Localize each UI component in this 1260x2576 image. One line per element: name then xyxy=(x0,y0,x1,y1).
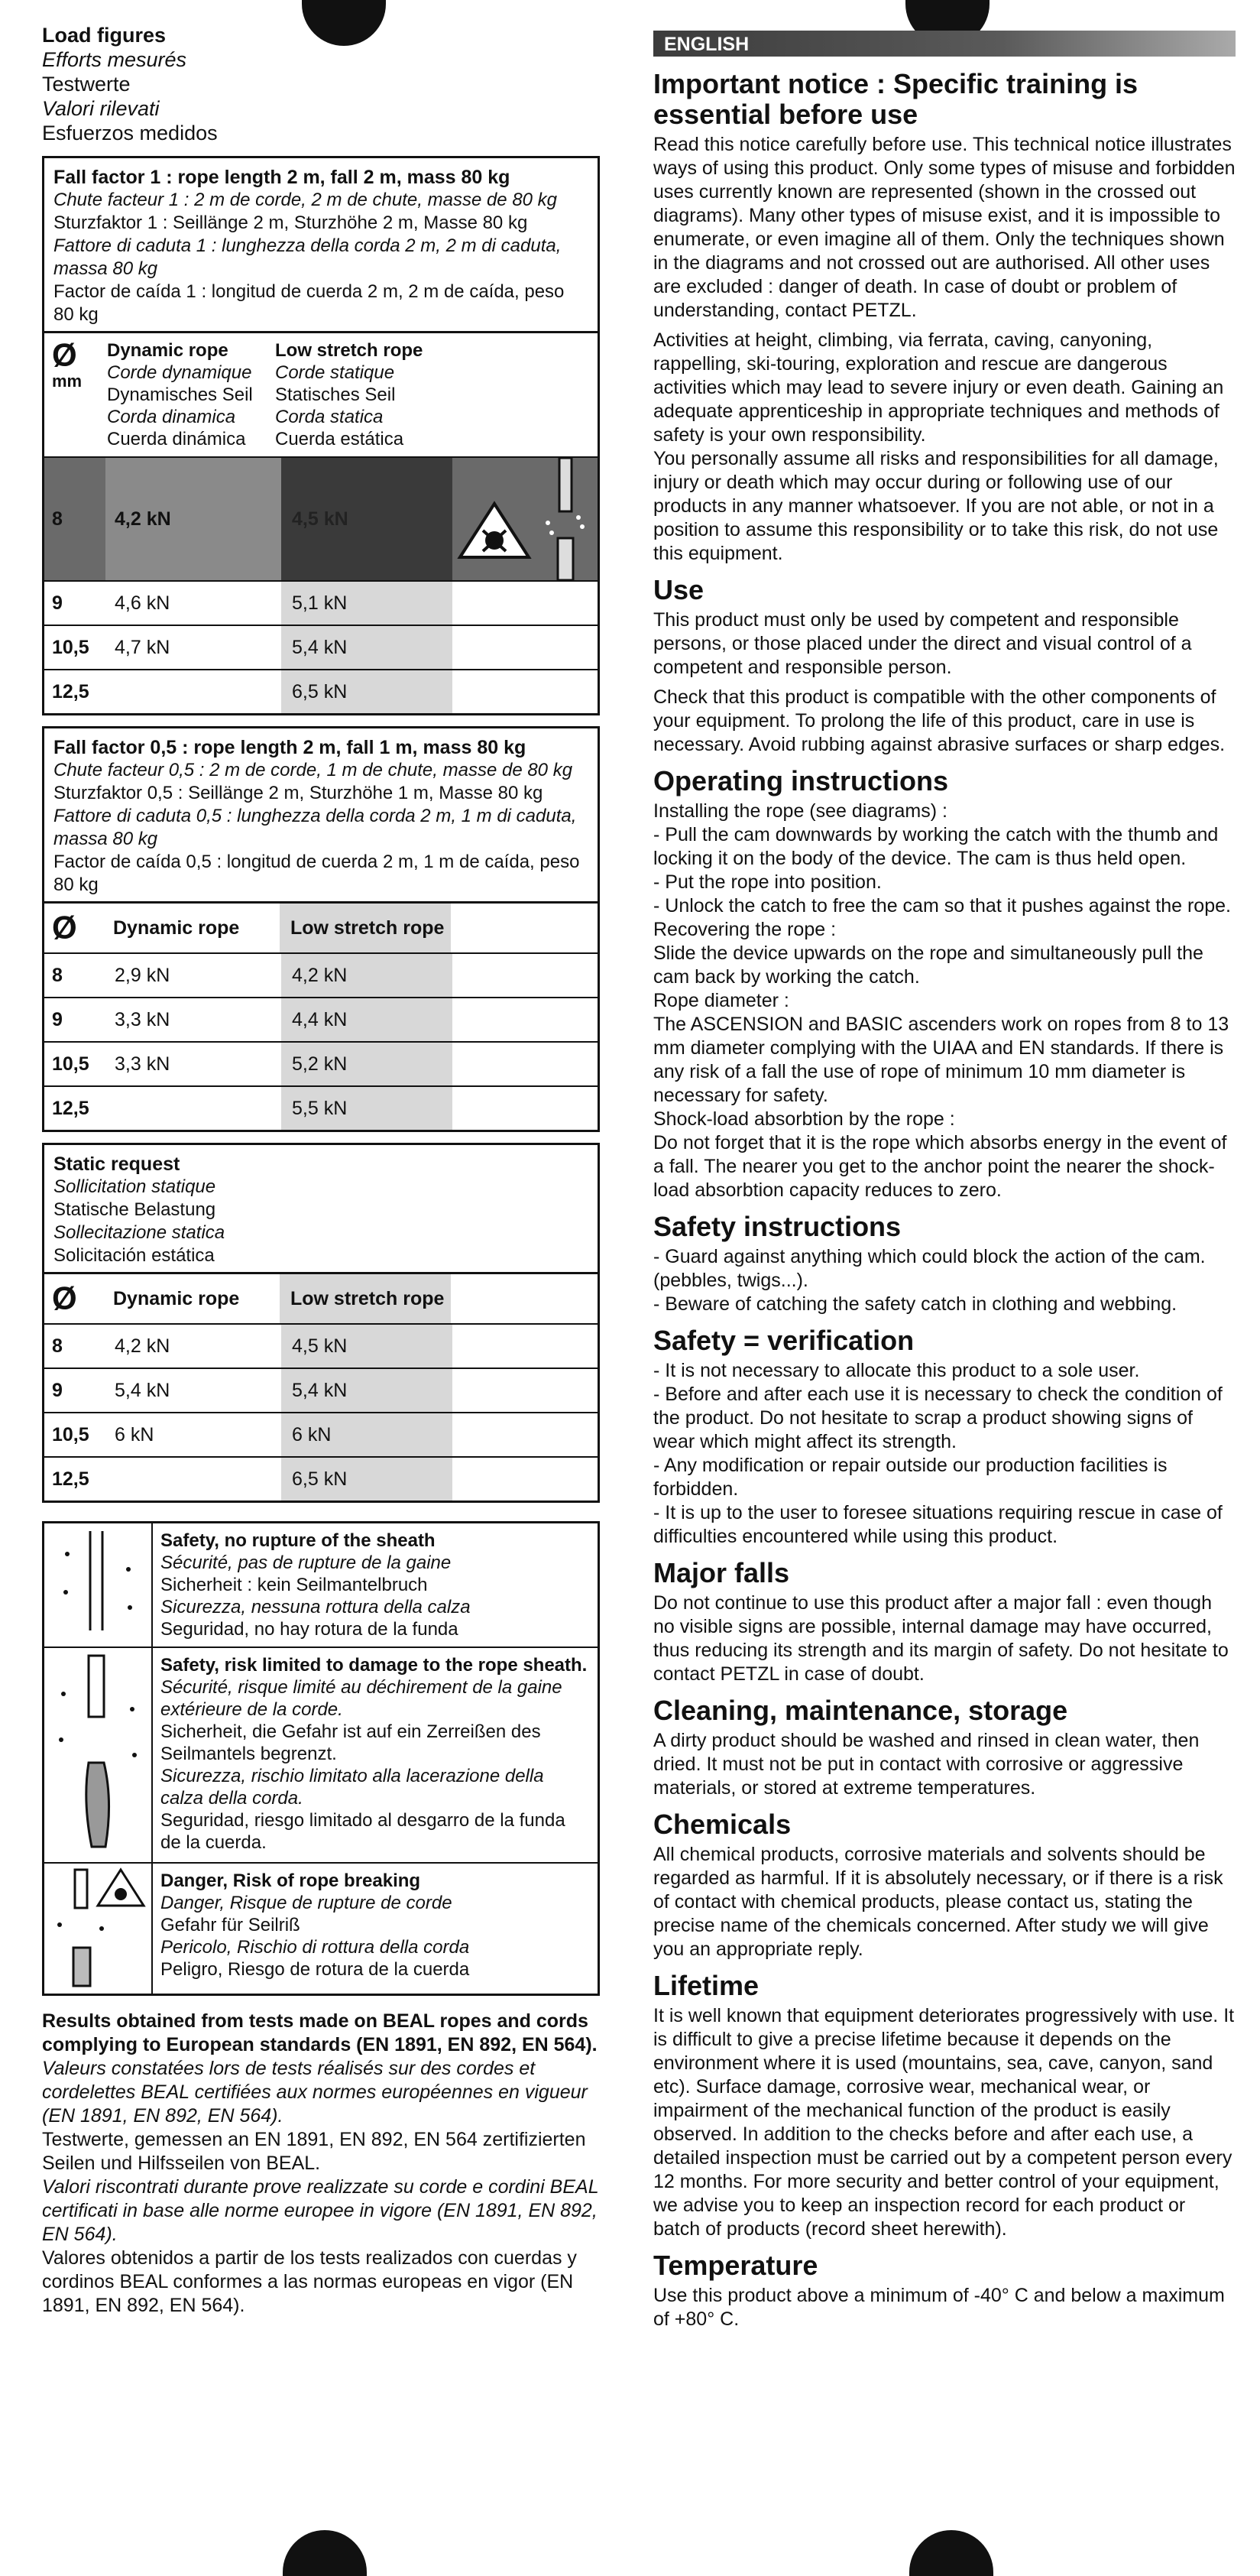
dynamic-value: 3,3 kN xyxy=(115,1053,170,1075)
dynamic-value: 4,7 kN xyxy=(115,636,170,658)
rope-sheath-damage-icon-cont xyxy=(452,670,598,713)
diameter-cell: 12,5 xyxy=(52,680,89,702)
intact-rope-icon xyxy=(44,1523,153,1646)
legend-row-sheath xyxy=(44,1646,598,1862)
dynamic-fr: Corde dynamique xyxy=(107,362,252,383)
safety-paragraph: - Guard against anything which could block the action of the cam. (pebbles, twigs...). xyxy=(653,1246,1206,1291)
fall-factor-1-header xyxy=(44,158,598,331)
notice-paragraph: Read this notice carefully before use. This technical notice illustrates ways of using this product. Only some types of misuse and forbidden uses currently known are represented (shown in the crossed out diagrams). Many other types of misuse exist, and it is impossible to enumerate, or even imagine all of them. Only the techniques shown in the diagrams and not crossed out are authorised. All other uses are excluded : danger of death. In case of doubt or problem of understanding, contact PETZL. xyxy=(653,134,1236,321)
dynamic-value: 3,3 kN xyxy=(115,1008,170,1030)
notice-paragraph: Activities at height, climbing, via ferrata, caving, canyoning, rappelling, ski-touring, exploration and rescue are dangerous activities which may lead to severe injury or even death. Gaining an adequate apprenticeship in appropriate techniques and methods of safety is your own responsibility. xyxy=(653,329,1224,446)
legend-de: Gefahr für Seilriß xyxy=(160,1915,300,1935)
operating-paragraph: - Put the rope into position. xyxy=(653,871,882,893)
legend-title: Safety, risk limited to damage to the rope sheath. xyxy=(160,1655,588,1676)
operating-paragraph: Do not forget that it is the rope which absorbs energy in the event of a fall. The nearer you get to the anchor point the nearer the shock-load absorbtion capacity reduces to zero. xyxy=(653,1132,1227,1201)
falls-title: Major falls xyxy=(653,1557,790,1588)
operating-paragraph: - Pull the cam downwards by working the catch with the thumb and locking it on the body of the device. The cam is thus held open. xyxy=(653,824,1219,869)
cleaning-title: Cleaning, maintenance, storage xyxy=(653,1695,1068,1726)
diameter-cell: 9 xyxy=(52,1379,63,1401)
fall-factor-05-column-header xyxy=(44,901,598,952)
static-value: 6 kN xyxy=(281,1413,452,1456)
notice-paragraph: You personally assume all risks and responsibilities for all damage, injury or death which may occur during or following use of our products in any manner whatsoever. If you are not able, or not in a position to assume this responsibility or to take this risk, do not use this equipment. xyxy=(653,448,1219,564)
operating-paragraph: Shock-load absorbtion by the rope : xyxy=(653,1108,955,1130)
rope-sheath-damage-icon-cont xyxy=(452,1413,598,1456)
load-figures-de: Testwerte xyxy=(42,73,131,96)
safe-rope-icon-cont xyxy=(452,998,598,1041)
legend-de: Sicherheit : kein Seilmantelbruch xyxy=(160,1575,428,1595)
use-paragraph: This product must only be used by competent and responsible persons, or those placed under the direct and visual control of a competent and responsible person. xyxy=(653,609,1192,678)
rope-sheath-damage-icon xyxy=(452,1325,598,1367)
results-it: Valori riscontrati durante prove realizzate su corde e cordini BEAL certificati in base alle norme europee in vigore (EN 1891, EN 892, EN 564). xyxy=(42,2176,599,2245)
fall-factor-05-de: Sturzfaktor 0,5 : Seillänge 2 m, Sturzhöhe 1 m, Masse 80 kg xyxy=(53,783,543,803)
safety-title: Safety instructions xyxy=(653,1211,902,1242)
operating-paragraph: Installing the rope (see diagrams) : xyxy=(653,800,947,822)
static-value: 5,1 kN xyxy=(281,582,452,625)
operating-paragraph: - Unlock the catch to free the cam so that it pushes against the rope. xyxy=(653,895,1231,917)
static-fr: Corde statique xyxy=(275,362,395,383)
notice-title: Important notice : Specific training is essential before use xyxy=(653,68,1139,130)
dynamic-es: Cuerda dinámica xyxy=(107,429,246,449)
diameter-cell: 8 xyxy=(52,1335,63,1357)
sheath-damage-icon xyxy=(44,1648,153,1862)
dynamic-de: Dynamisches Seil xyxy=(107,384,253,405)
static-value: 6,5 kN xyxy=(281,670,452,713)
static-request-column-header xyxy=(44,1272,598,1323)
static-value: 4,2 kN xyxy=(281,954,452,997)
static-request-it: Sollecitazione statica xyxy=(53,1222,225,1243)
static-value: 4,5 kN xyxy=(281,1325,452,1367)
chemicals-paragraph: All chemical products, corrosive materials and solvents should be regarded as harmful. If it is absolutely necessary, or if there is a risk of contact with chemical products, please contact us, stating the precise name of the chemicals concerned. After study we will give you an appropriate reply. xyxy=(653,1844,1223,1960)
table-row xyxy=(44,952,598,997)
dynamic-value xyxy=(105,1458,281,1501)
fall-factor-1-de: Sturzfaktor 1 : Seillänge 2 m, Sturzhöhe 2 m, Masse 80 kg xyxy=(53,213,528,233)
static-value: 4,4 kN xyxy=(281,998,452,1041)
legend-title: Safety, no rupture of the sheath xyxy=(160,1530,436,1551)
danger-warning-icon xyxy=(452,458,598,580)
dynamic-value: 4,2 kN xyxy=(115,1335,170,1357)
fall-factor-1-fr: Chute facteur 1 : 2 m de corde, 2 m de chute, masse de 80 kg xyxy=(53,190,558,210)
dynamic-it: Corda dinamica xyxy=(107,407,236,427)
dynamic-value xyxy=(105,1087,281,1130)
diameter-symbol: Ø xyxy=(52,910,77,946)
verification-paragraph: - Before and after each use it is necessary to check the condition of the product. Do not hesitate to scrap a product showing signs of wear which might affect its strength. xyxy=(653,1384,1223,1452)
diameter-cell: 9 xyxy=(52,592,63,614)
legend-fr: Sécurité, risque limité au déchirement de la gaine extérieure de la corde. xyxy=(160,1677,562,1720)
lifetime-paragraph: It is well known that equipment deteriorates progressively with use. It is difficult to give a precise lifetime because it depends on the environment where it is used (mountains, sea, cave, canyon, sand etc). Surface damage, corrosive wear, mechanical wear, or impairment of the mechanical function of the product is easily observed. In addition to the checks before and after each use, a detailed inspection must be carried out by a competent person every 12 months. For more security and better control of your equipment, we advise you to keep an inspection record for each product or batch of products (record sheet herewith). xyxy=(653,2005,1235,2240)
diameter-cell: 10,5 xyxy=(52,1423,89,1445)
table-row xyxy=(44,580,598,625)
fall-factor-1-table xyxy=(42,156,600,715)
static-rope-header: Low stretch rope xyxy=(280,904,451,952)
legend-row-danger xyxy=(44,1862,598,1994)
static-it: Corda statica xyxy=(275,407,384,427)
diameter-cell: 8 xyxy=(52,508,63,530)
table-row xyxy=(44,669,598,713)
fall-factor-05-title: Fall factor 0,5 : rope length 2 m, fall 1 m, mass 80 kg xyxy=(53,737,526,758)
legend-table xyxy=(42,1521,600,1996)
legend-title: Danger, Risk of rope breaking xyxy=(160,1870,421,1891)
rope-break-icon xyxy=(44,1864,153,1994)
results-title: Results obtained from tests made on BEAL ropes and cords complying to European standards (EN 1891, EN 892, EN 564). xyxy=(42,2010,598,2055)
rope-sheath-damage-icon-cont xyxy=(452,1458,598,1501)
static-en: Low stretch rope xyxy=(275,340,423,361)
right-column xyxy=(653,31,1236,2331)
falls-paragraph: Do not continue to use this product after a major fall : even though no visible signs are possible, internal damage may have occurred, thus reducing its strength and its margin of safety. Do not hesitate to contact PETZL in case of doubt. xyxy=(653,1592,1229,1685)
dynamic-value xyxy=(105,670,281,713)
load-figures xyxy=(42,23,600,145)
punch-hole-bottom-right xyxy=(909,2530,993,2576)
temperature-paragraph: Use this product above a minimum of -40° C and below a maximum of +80° C. xyxy=(653,2285,1225,2330)
diameter-cell: 10,5 xyxy=(52,1053,89,1075)
results-es: Valores obtenidos a partir de los tests realizados con cuerdas y cordinos BEAL conformes a las normas europeas en vigor (EN 1891, EN 892, EN 564). xyxy=(42,2247,577,2316)
legend-de: Sicherheit, die Gefahr ist auf ein Zerreißen des Seilmantels begrenzt. xyxy=(160,1721,541,1764)
diameter-cell: 10,5 xyxy=(52,636,89,658)
cleaning-paragraph: A dirty product should be washed and rinsed in clean water, then dried. It must not be put in contact with corrosive or aggressive materials, or stored at extreme temperatures. xyxy=(653,1730,1200,1799)
safety-paragraph: - Beware of catching the safety catch in clothing and webbing. xyxy=(653,1293,1177,1315)
dynamic-rope-header: Dynamic rope xyxy=(113,917,240,939)
verification-title: Safety = verification xyxy=(653,1325,915,1356)
fall-factor-1-title: Fall factor 1 : rope length 2 m, fall 2 m, mass 80 kg xyxy=(53,167,510,188)
legend-it: Pericolo, Rischio di rottura della corda xyxy=(160,1937,470,1958)
diameter-cell: 8 xyxy=(52,964,63,986)
rope-sheath-damage-icon xyxy=(452,582,598,625)
dynamic-value: 6 kN xyxy=(115,1423,154,1445)
verification-paragraph: - It is up to the user to foresee situations requiring rescue in case of difficulties encountered while using this product. xyxy=(653,1502,1223,1547)
legend-it: Sicurezza, rischio limitato alla lacerazione della calza della corda. xyxy=(160,1766,544,1809)
legend-text-danger xyxy=(153,1864,477,1994)
diameter-symbol: Ø mm xyxy=(52,339,107,450)
static-request-title: Static request xyxy=(53,1153,180,1175)
table-row xyxy=(44,1456,598,1501)
static-request-table xyxy=(42,1143,600,1503)
operating-paragraph: Rope diameter : xyxy=(653,990,789,1011)
dynamic-rope-header: Dynamic rope xyxy=(113,1287,240,1309)
legend-row-safe xyxy=(44,1523,598,1646)
static-value: 4,5 kN xyxy=(281,458,452,580)
use-paragraph: Check that this product is compatible with the other components of your equipment. To prolong the life of this product, care in use is necessary. Avoid rubbing against abrasive surfaces or sharp edges. xyxy=(653,686,1226,755)
static-value: 5,5 kN xyxy=(281,1087,452,1130)
dynamic-value: 2,9 kN xyxy=(115,964,170,986)
static-request-de: Statische Belastung xyxy=(53,1199,216,1220)
diameter-cell: 9 xyxy=(52,1008,63,1030)
static-request-es: Solicitación estática xyxy=(53,1245,215,1266)
dynamic-rope-header xyxy=(107,339,275,450)
static-value: 6,5 kN xyxy=(281,1458,452,1501)
dynamic-value: 4,2 kN xyxy=(105,458,281,580)
temperature-title: Temperature xyxy=(653,2250,818,2281)
legend-es: Peligro, Riesgo de rotura de la cuerda xyxy=(160,1959,470,1980)
static-value: 5,4 kN xyxy=(281,1369,452,1412)
operating-paragraph: The ASCENSION and BASIC ascenders work on ropes from 8 to 13 mm diameter complying with the UIAA and EN standards. If there is any risk of a fall the use of rope of minimum 10 mm diameter is necessary for safety. xyxy=(653,1014,1229,1106)
legend-es: Seguridad, riesgo limitado al desgarro de la funda de la cuerda. xyxy=(160,1810,565,1853)
results-fr: Valeurs constatées lors de tests réalisés sur des cordes et cordelettes BEAL certifiées aux normes européennes en vigueur (EN 1891, EN 892, EN 564). xyxy=(42,2058,588,2127)
verification-paragraph: - Any modification or repair outside our production facilities is forbidden. xyxy=(653,1455,1168,1500)
load-figures-es: Esfuerzos medidos xyxy=(42,122,218,144)
table-row xyxy=(44,997,598,1041)
legend-it: Sicurezza, nessuna rottura della calza xyxy=(160,1597,471,1617)
fall-factor-05-it: Fattore di caduta 0,5 : lunghezza della corda 2 m, 1 m di caduta, massa 80 kg xyxy=(53,806,577,849)
legend-fr: Sécurité, pas de rupture de la gaine xyxy=(160,1552,452,1573)
fall-factor-05-fr: Chute facteur 0,5 : 2 m de corde, 1 m de chute, masse de 80 kg xyxy=(53,760,573,780)
fall-factor-05-table xyxy=(42,726,600,1132)
legend-fr: Danger, Risque de rupture de corde xyxy=(160,1893,452,1913)
lifetime-title: Lifetime xyxy=(653,1970,760,2001)
dynamic-en: Dynamic rope xyxy=(107,340,228,361)
static-request-header xyxy=(44,1145,598,1272)
diameter-symbol: Ø xyxy=(52,1280,77,1316)
dynamic-value: 5,4 kN xyxy=(115,1379,170,1401)
results-de: Testwerte, gemessen an EN 1891, EN 892, EN 564 zertifizierten Seilen und Hilfsseilen von BEAL. xyxy=(42,2129,586,2174)
dynamic-value: 4,6 kN xyxy=(115,592,170,614)
table-row xyxy=(44,456,598,580)
static-value: 5,4 kN xyxy=(281,626,452,669)
use-title: Use xyxy=(653,574,704,605)
rope-sheath-damage-icon-cont xyxy=(452,626,598,669)
table-row xyxy=(44,1412,598,1456)
chemicals-title: Chemicals xyxy=(653,1809,792,1840)
fall-factor-1-column-header xyxy=(44,331,598,456)
punch-hole-bottom-left xyxy=(283,2530,367,2576)
static-de: Statisches Seil xyxy=(275,384,396,405)
load-figures-fr: Efforts mesurés xyxy=(42,48,187,71)
legend-es: Seguridad, no hay rotura de la funda xyxy=(160,1619,458,1640)
static-es: Cuerda estática xyxy=(275,429,404,449)
fall-factor-05-header xyxy=(44,728,598,901)
verification-paragraph: - It is not necessary to allocate this product to a sole user. xyxy=(653,1360,1140,1381)
diameter-cell: 12,5 xyxy=(52,1097,89,1119)
table-row xyxy=(44,625,598,669)
load-figures-it: Valori rilevati xyxy=(42,97,160,120)
left-column xyxy=(42,23,600,2318)
diameter-cell: 12,5 xyxy=(52,1468,89,1490)
results-note xyxy=(42,2010,600,2318)
safe-rope-icon-cont xyxy=(452,1043,598,1085)
table-row xyxy=(44,1367,598,1412)
legend-text-sheath xyxy=(153,1648,598,1862)
table-row xyxy=(44,1041,598,1085)
rope-sheath-damage-icon-cont xyxy=(452,1369,598,1412)
safe-rope-icon xyxy=(452,954,598,997)
legend-text-safe xyxy=(153,1523,478,1646)
safe-rope-icon-cont xyxy=(452,1087,598,1130)
operating-title: Operating instructions xyxy=(653,765,949,796)
static-rope-header: Low stretch rope xyxy=(280,1274,451,1323)
fall-factor-05-es: Factor de caída 0,5 : longitud de cuerda 2 m, 1 m de caída, peso 80 kg xyxy=(53,852,580,895)
static-rope-header xyxy=(275,339,451,450)
fall-factor-1-it: Fattore di caduta 1 : lunghezza della corda 2 m, 2 m di caduta, massa 80 kg xyxy=(53,235,562,279)
static-request-fr: Sollicitation statique xyxy=(53,1176,216,1197)
language-banner: ENGLISH xyxy=(653,31,1236,57)
fall-factor-1-es: Factor de caída 1 : longitud de cuerda 2 m, 2 m de caída, peso 80 kg xyxy=(53,281,565,325)
static-value: 5,2 kN xyxy=(281,1043,452,1085)
load-figures-en: Load figures xyxy=(42,24,167,47)
operating-paragraph: Recovering the rope : xyxy=(653,919,837,940)
table-row xyxy=(44,1085,598,1130)
table-row xyxy=(44,1323,598,1367)
operating-paragraph: Slide the device upwards on the rope and simultaneously pull the cam back by working the catch. xyxy=(653,942,1203,988)
mm-label: mm xyxy=(52,371,83,391)
